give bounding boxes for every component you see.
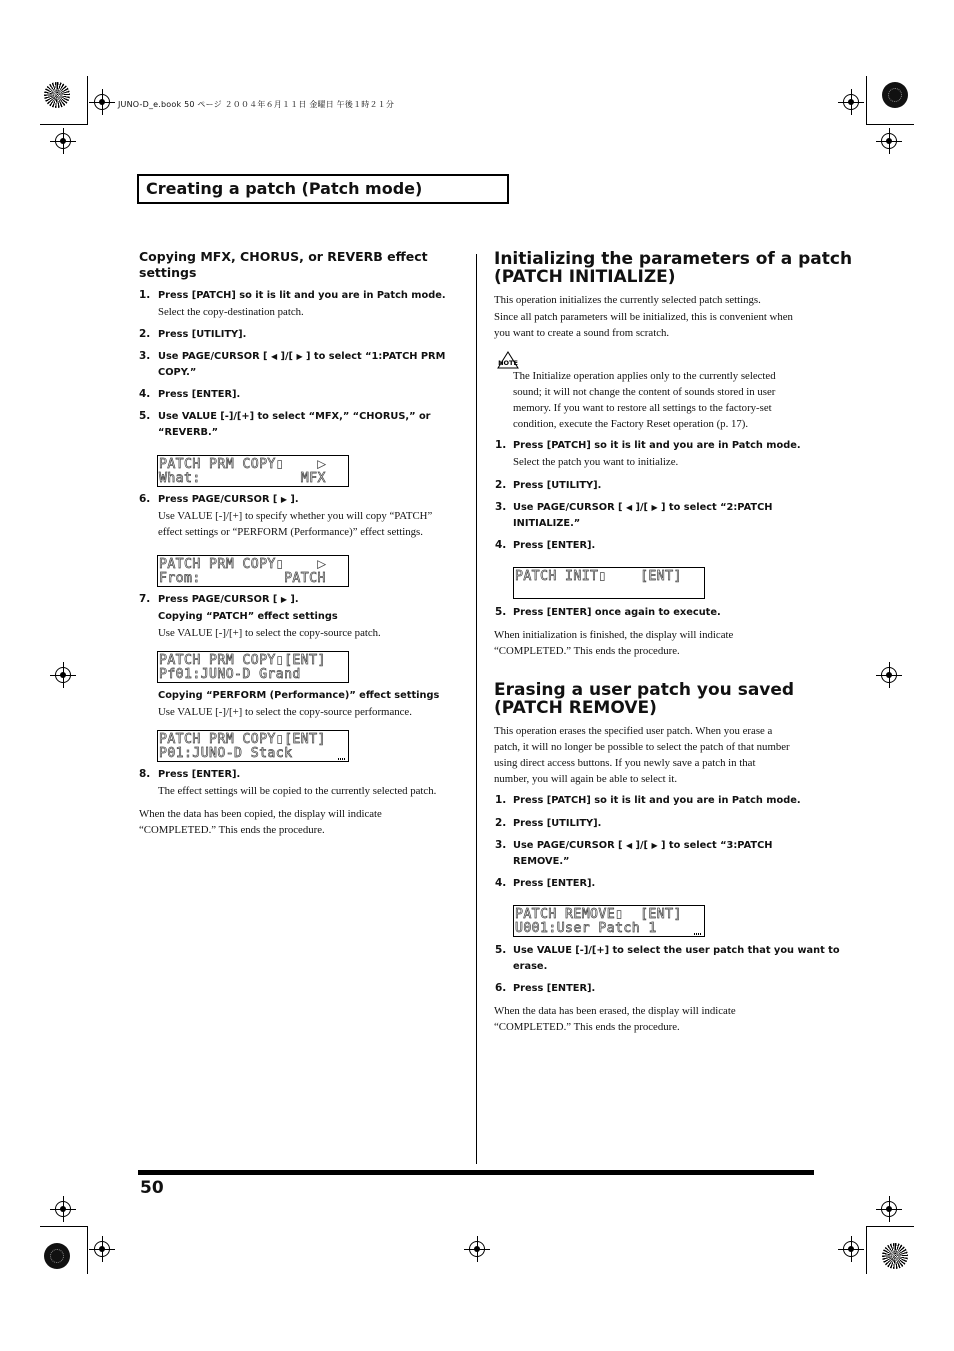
step-number: 3. (495, 839, 507, 851)
heading-line: (PATCH INITIALIZE) (494, 267, 676, 287)
step-text-part: Use PAGE/CURSOR [ (158, 351, 271, 362)
step-text (158, 492, 299, 508)
step-text: Press [UTILITY]. (513, 480, 602, 491)
procedure-end-text (494, 1003, 736, 1035)
right-arrow-icon: ▶ (280, 595, 287, 604)
body-line: This operation erases the specified user patch. When you erase a (494, 725, 773, 737)
paragraph (494, 723, 790, 787)
step-text-part: “REVERB.” (158, 426, 219, 438)
step-text (158, 409, 431, 440)
crosshair-icon (843, 1241, 859, 1257)
step-body: Select the patch you want to initialize. (513, 456, 679, 468)
note-icon (497, 351, 519, 369)
crop-mark (40, 124, 88, 125)
right-arrow-icon: ▶ (651, 841, 658, 850)
step-text-part: ]/[ (632, 840, 652, 851)
body-line: using direct access buttons. If you newly save a patch in that (494, 757, 756, 769)
step-text-part: Press PAGE/CURSOR [ (158, 594, 281, 605)
step-text: Press [PATCH] so it is lit and you are in Patch mode. (158, 290, 446, 301)
step-body: The effect settings will be copied to the currently selected patch. (158, 785, 437, 797)
lcd-line: PATCH PRM COPY▮ ▶ (159, 557, 326, 572)
lcd-line: What: MFX (159, 471, 326, 486)
step-text (513, 943, 840, 974)
step-number: 6. (495, 982, 507, 994)
right-arrow-icon: ▶ (651, 503, 658, 512)
left-arrow-icon: ◀ (270, 352, 278, 361)
step-number: 6. (139, 493, 151, 505)
registration-dot-icon (44, 1243, 70, 1269)
crosshair-icon (469, 1241, 485, 1257)
body-line: patch, it will no longer be possible to select the patch of that number (494, 741, 790, 753)
step-number: 2. (139, 328, 151, 340)
lcd-line: PATCH REMOVE▮ [ENT] (515, 907, 682, 922)
step-body (158, 508, 432, 540)
step-number: 1. (495, 794, 507, 806)
subsection-heading (139, 249, 428, 281)
body-line: number, you will again be able to select it. (494, 773, 678, 785)
crop-mark (866, 1226, 914, 1227)
body-line: Since all patch parameters will be initialized, this is convenient when (494, 311, 793, 323)
procedure-end-text (494, 627, 733, 659)
step-text-part: ] to select “3:PATCH (657, 840, 773, 851)
crosshair-icon (843, 94, 859, 110)
page-number: 50 (140, 1178, 164, 1198)
section-heading-initialize (494, 250, 852, 286)
body-line: condition, execute the Factory Reset operation (p. 17). (513, 418, 749, 430)
lcd-line: From: PATCH (159, 571, 326, 586)
step-text (513, 500, 772, 531)
crosshair-icon (55, 667, 71, 683)
step-subheading: Copying “PATCH” effect settings (158, 611, 338, 622)
step-number: 2. (495, 817, 507, 829)
step-number: 4. (495, 539, 507, 551)
step-body: Select the copy-destination patch. (158, 306, 304, 318)
step-number: 1. (495, 439, 507, 451)
step-text-part: REMOVE.” (513, 855, 570, 867)
lcd-display (157, 730, 349, 762)
crosshair-icon (881, 667, 897, 683)
body-line: “COMPLETED.” This ends the procedure. (139, 824, 325, 836)
lcd-display (157, 455, 349, 487)
body-line: sound; it will not change the content of sounds stored in user (513, 386, 776, 398)
lcd-line: P01:JUNO-D Stack (159, 746, 293, 761)
step-text: Press [PATCH] so it is lit and you are in Patch mode. (513, 795, 801, 806)
step-text: Press [ENTER]. (513, 878, 596, 889)
left-arrow-icon: ◀ (625, 503, 633, 512)
step-text-part: ]. (286, 494, 299, 505)
step-number: 3. (139, 350, 151, 362)
step-text: Press [UTILITY]. (158, 329, 247, 340)
step-text-part: Use PAGE/CURSOR [ (513, 840, 626, 851)
registration-burst-icon (882, 1243, 908, 1269)
crop-mark (866, 76, 867, 124)
step-text (158, 349, 445, 380)
heading-line: Initializing the parameters of a patch (494, 249, 853, 269)
lcd-line: PATCH PRM COPY▮[ENT] (159, 653, 326, 668)
step-text-part: Press PAGE/CURSOR [ (158, 494, 281, 505)
step-text: Press [UTILITY]. (513, 818, 602, 829)
step-text-part: ]. (286, 594, 299, 605)
lcd-display (157, 555, 349, 587)
lcd-display (513, 905, 705, 937)
step-number: 1. (139, 289, 151, 301)
lcd-display (513, 567, 705, 599)
heading-line: Copying MFX, CHORUS, or REVERB effect (139, 249, 428, 264)
crosshair-icon (881, 1201, 897, 1217)
section-heading-remove (494, 681, 794, 717)
step-text-part: INITIALIZE.” (513, 517, 581, 529)
step-text: Press [ENTER] once again to execute. (513, 607, 721, 618)
step-number: 7. (139, 593, 151, 605)
step-subheading: Copying “PERFORM (Performance)” effect settings (158, 690, 440, 701)
lcd-line: PATCH PRM COPY▮[ENT] (159, 732, 326, 747)
step-text (158, 592, 299, 608)
body-line: When initialization is finished, the display will indicate (494, 629, 734, 641)
lcd-mark (694, 933, 702, 935)
print-meta-text: JUNO-D_e.book 50 ページ ２００４年６月１１日 金曜日 午後１時２１分 (118, 100, 395, 109)
crosshair-icon (94, 94, 110, 110)
step-text-part: ] to select “2:PATCH (657, 502, 773, 513)
step-text-part: erase. (513, 960, 548, 972)
step-text-part: COPY.” (158, 366, 197, 378)
body-line: The Initialize operation applies only to the currently selected (513, 370, 776, 382)
step-text: Press [ENTER]. (513, 983, 596, 994)
crosshair-icon (881, 133, 897, 149)
body-line: you want to create a sound from scratch. (494, 327, 670, 339)
lcd-line: PATCH PRM COPY▮ ▶ (159, 457, 326, 472)
registration-burst-icon (44, 82, 70, 108)
body-line: “COMPLETED.” This ends the procedure. (494, 1021, 680, 1033)
crosshair-icon (55, 1201, 71, 1217)
step-number: 5. (139, 410, 151, 422)
body-line: “COMPLETED.” This ends the procedure. (494, 645, 680, 657)
step-number: 4. (139, 388, 151, 400)
step-text-part: ]/[ (277, 351, 297, 362)
heading-line: (PATCH REMOVE) (494, 698, 657, 718)
body-line: This operation initializes the currently selected patch settings. (494, 294, 761, 306)
step-text: Press [PATCH] so it is lit and you are in Patch mode. (513, 440, 801, 451)
footer-rule (138, 1170, 814, 1175)
paragraph (494, 292, 793, 341)
step-text-part: Use VALUE [-]/[+] to select the user patch that you want to (513, 945, 840, 956)
crop-mark (87, 1226, 88, 1274)
section-title: Creating a patch (Patch mode) (146, 179, 423, 198)
lcd-mark (338, 758, 346, 760)
step-text-part: ] to select “1:PATCH PRM (302, 351, 446, 362)
left-arrow-icon: ◀ (625, 841, 633, 850)
body-line: When the data has been copied, the display will indicate (139, 808, 382, 820)
right-arrow-icon: ▶ (280, 495, 287, 504)
body-line: memory. If you want to restore all settings to the factory-set (513, 402, 772, 414)
crop-mark (87, 76, 88, 124)
crosshair-icon (94, 1241, 110, 1257)
heading-line: settings (139, 265, 197, 280)
column-divider (476, 254, 477, 1164)
note-text (513, 368, 776, 432)
step-number: 3. (495, 501, 507, 513)
step-text: Press [ENTER]. (513, 540, 596, 551)
heading-line: Erasing a user patch you saved (494, 680, 795, 700)
step-text (513, 838, 772, 869)
crop-mark (866, 124, 914, 125)
crosshair-icon (55, 133, 71, 149)
step-body: Use VALUE [-]/[+] to select the copy-source performance. (158, 706, 412, 718)
right-arrow-icon: ▶ (296, 352, 303, 361)
lcd-display (157, 651, 349, 683)
step-text-part: Use PAGE/CURSOR [ (513, 502, 626, 513)
step-number: 8. (139, 768, 151, 780)
step-number: 2. (495, 479, 507, 491)
step-text: Press [ENTER]. (158, 389, 241, 400)
step-body: Use VALUE [-]/[+] to select the copy-source patch. (158, 627, 381, 639)
lcd-line: PATCH INIT▮ [ENT] (515, 569, 682, 584)
note-label: NOTE (498, 359, 518, 367)
step-number: 5. (495, 606, 507, 618)
step-text-part: Use VALUE [-]/[+] to select “MFX,” “CHORUS,” or (158, 411, 431, 422)
step-text-part: ]/[ (632, 502, 652, 513)
body-line: Use VALUE [-]/[+] to specify whether you will copy “PATCH” (158, 510, 433, 522)
lcd-line: Pf01:JUNO-D Grand (159, 667, 301, 682)
body-line: effect settings or “PERFORM (Performance)” effect settings. (158, 526, 423, 538)
body-line: When the data has been erased, the display will indicate (494, 1005, 736, 1017)
step-text: Press [ENTER]. (158, 769, 241, 780)
step-number: 4. (495, 877, 507, 889)
procedure-end-text (139, 806, 382, 838)
crop-mark (40, 1226, 88, 1227)
step-number: 5. (495, 944, 507, 956)
registration-dot-icon (882, 82, 908, 108)
crop-mark (866, 1226, 867, 1274)
lcd-line: U001:User Patch 1 (515, 921, 657, 936)
